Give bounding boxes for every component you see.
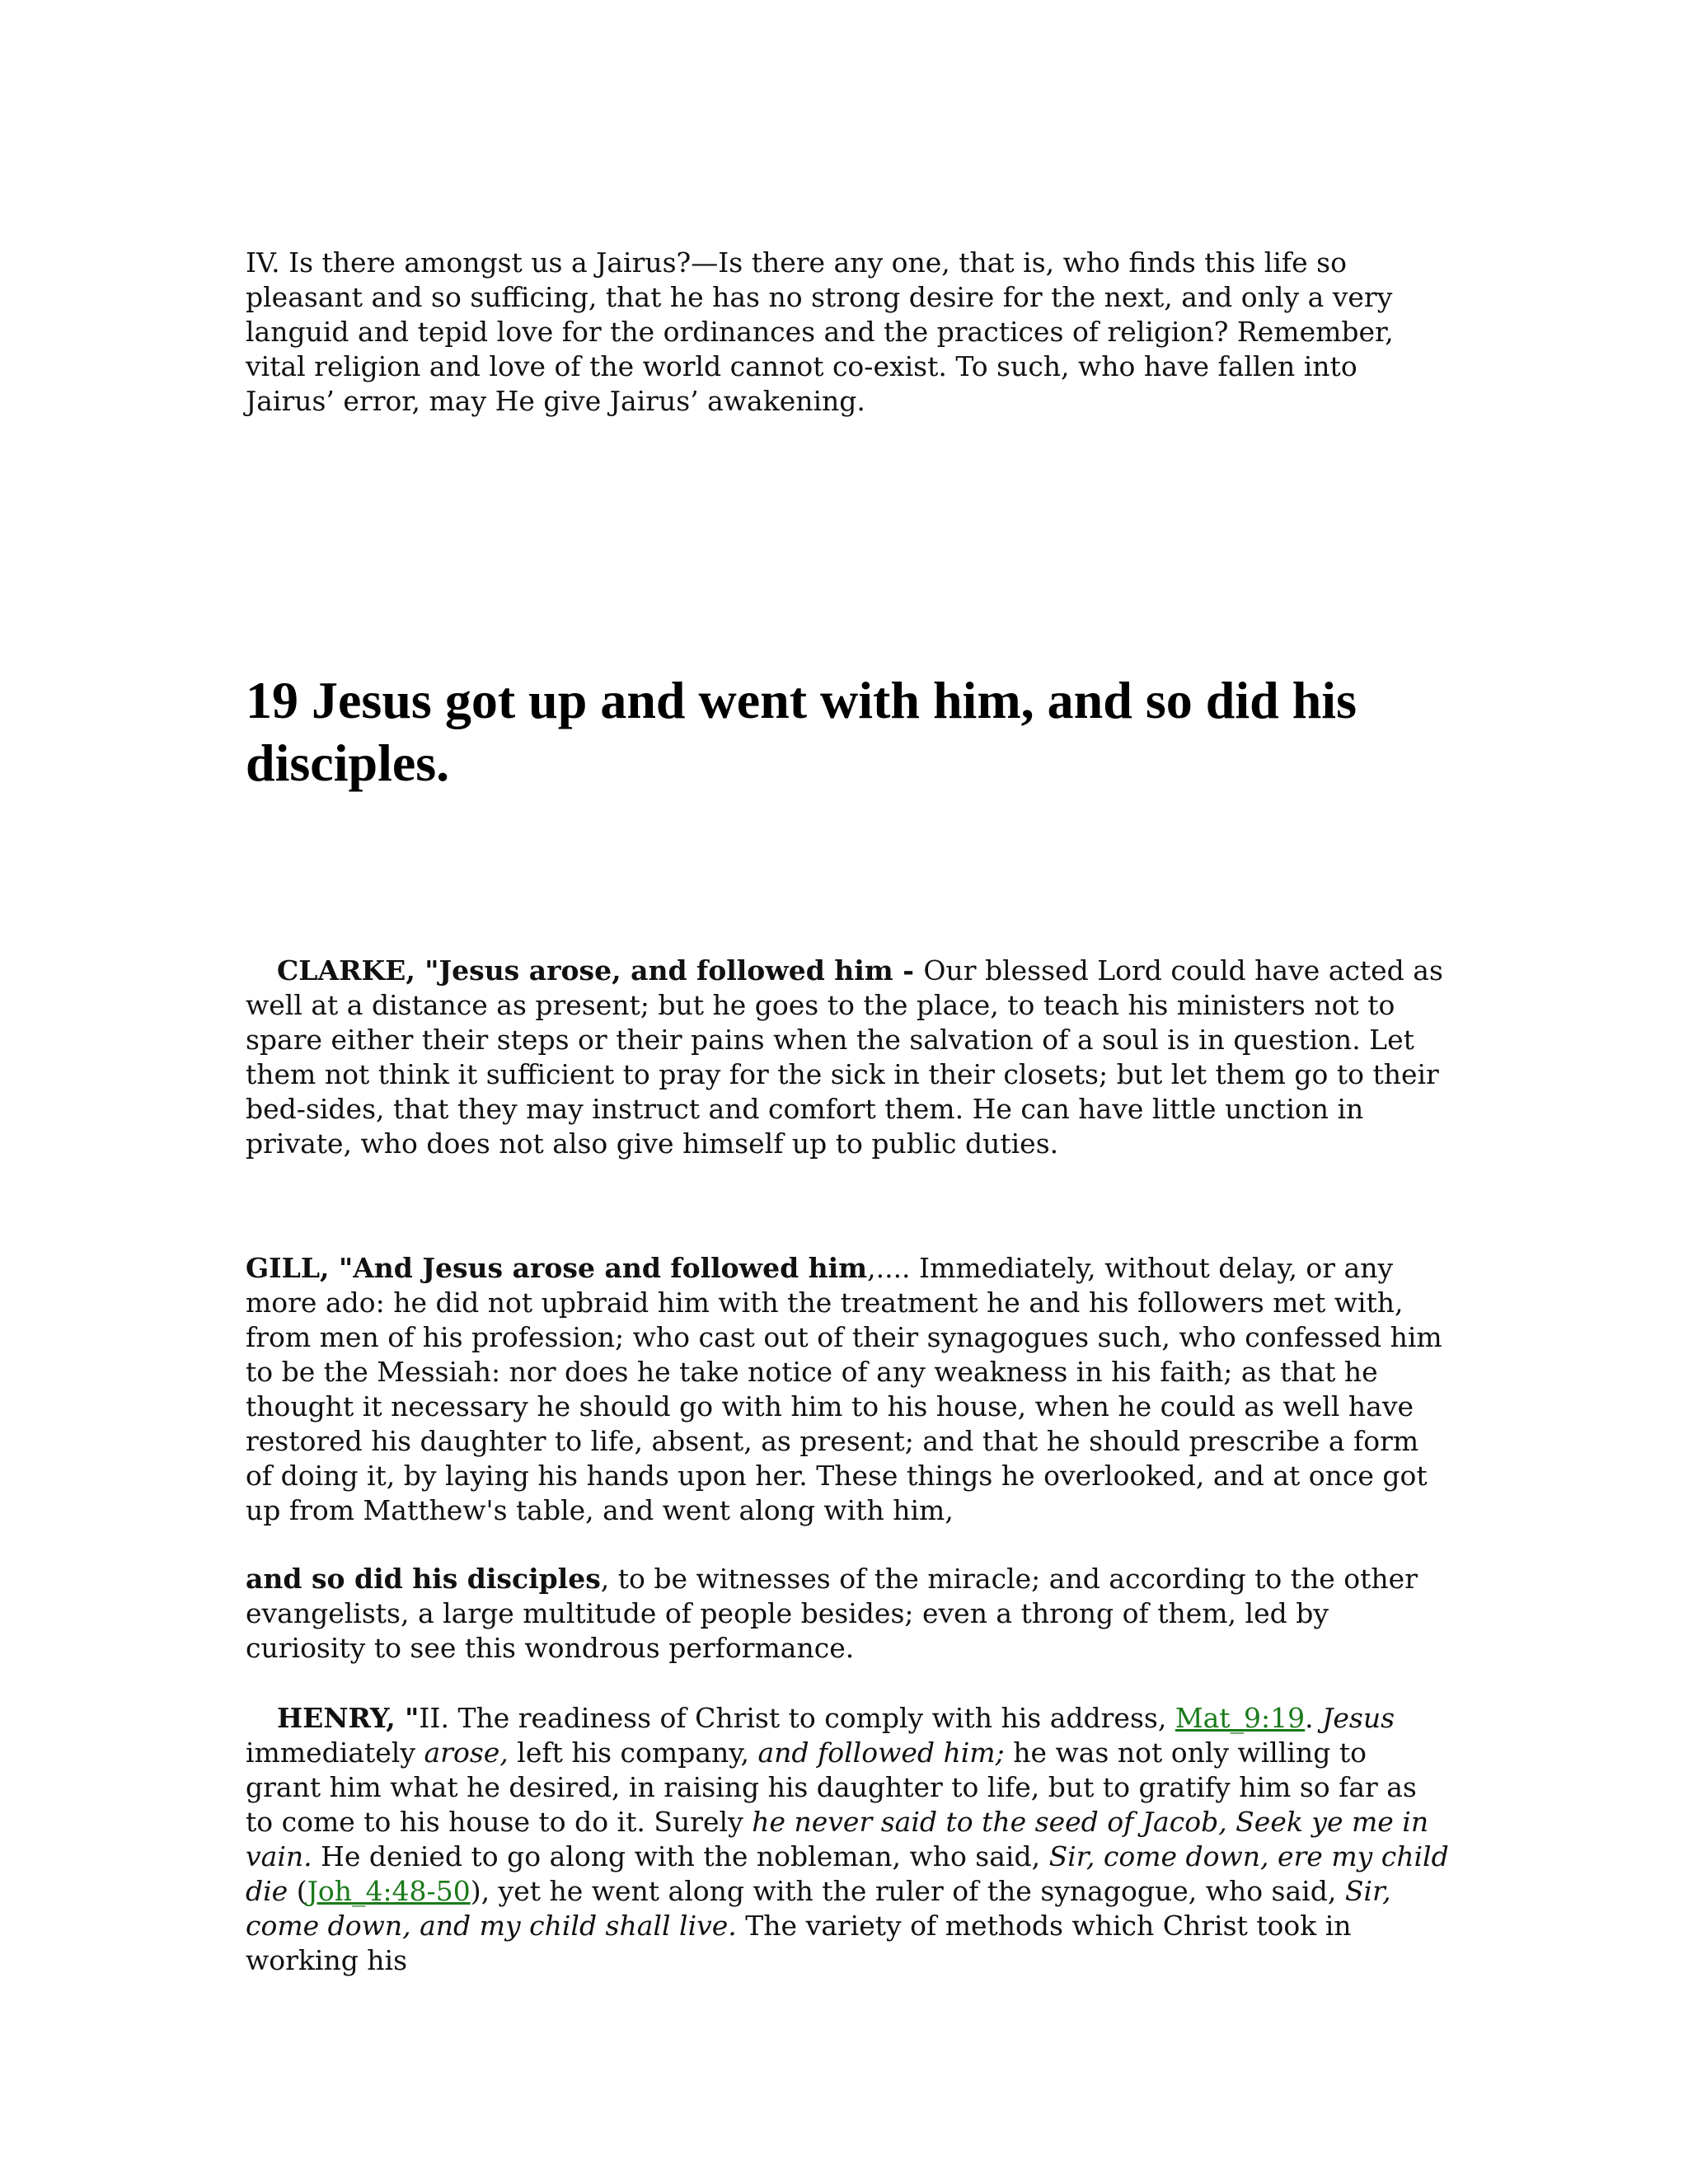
- commentary-lead: GILL, "And Jesus arose and followed him: [246, 1252, 868, 1284]
- paragraph-text: ,.... Immediately, without delay, or any more ado: he did not upbraid him with the treatment he and his followers met with, from men of his profession; who cast out of their synagogues such, who confessed him to be the Messiah: nor does he take notice of any weakness in his faith; as that he thought it necessary he should go with him to his house, when he could as well have restored his daughter to life, absent, as present; and that he should prescribe a form of doing it, by laying his hands upon her. These things he overlooked, and at once got up from Matthew's table, and went along with him,: [246, 1252, 1442, 1526]
- paragraph-text: Our blessed Lord could have acted as well at a distance as present; but he goes to the place, to teach his ministers not to spare either their steps or their pains when the salvation of a soul is in question. Let them not think it sufficient to pray for the sick in their closets; but let them go to their bed-sides, that they may instruct and comfort them. He can have little unction in private, who does not also give himself up to public duties.: [246, 954, 1443, 1160]
- paragraph-jairus: [246, 246, 1449, 419]
- paragraph-text: , to be witnesses of the miracle; and according to the other evangelists, a large multitude of people besides; even a throng of them, led by curiosity to see this wondrous performance.: [246, 1563, 1418, 1664]
- scripture-link-mat-9-19[interactable]: Mat_9:19: [1175, 1702, 1306, 1734]
- verse-heading: 19 Jesus got up and went with him, and so did his disciples.: [246, 671, 1357, 792]
- paragraph-clarke: [246, 954, 1449, 1161]
- paragraph-text: IV. Is there amongst us a Jairus?—Is there any one, that is, who finds this life so pleasant and so sufficing, that he has no strong desire for the next, and only a very languid and tepid love for the ordinances and the practices of religion? Remember, vital religion and love of the world cannot co-exist. To such, who have fallen into Jairus’ error, may He give Jairus’ awakening.: [246, 246, 1394, 417]
- commentary-lead: HENRY, ": [277, 1702, 420, 1734]
- scripture-link-joh-4-48-50[interactable]: Joh_4:48-50: [307, 1875, 471, 1907]
- paragraph-henry: HENRY, "II. The readiness of Christ to comply with his address, Mat_9:19. Jesus immediately arose, left his company, and followed him; he was not only willing to grant him what he desired, in raising his daughter to life, but to gratify him so far as to come to his house to do it. Surely he never said to the seed of Jacob, Seek ye me in vain. He denied to go along with the nobleman, who said, Sir, come down, ere my child die (Joh_4:48-50), yet he went along with the ruler of the synagogue, who said, Sir, come down, and my child shall live. The variety of methods which Christ took in working his: [246, 1702, 1449, 1976]
- paragraph-gill-continued: [246, 1562, 1449, 1666]
- commentary-lead: CLARKE, "Jesus arose, and followed him -: [277, 954, 924, 987]
- commentary-lead: and so did his disciples: [246, 1563, 601, 1595]
- paragraph-gill: [246, 1251, 1449, 1528]
